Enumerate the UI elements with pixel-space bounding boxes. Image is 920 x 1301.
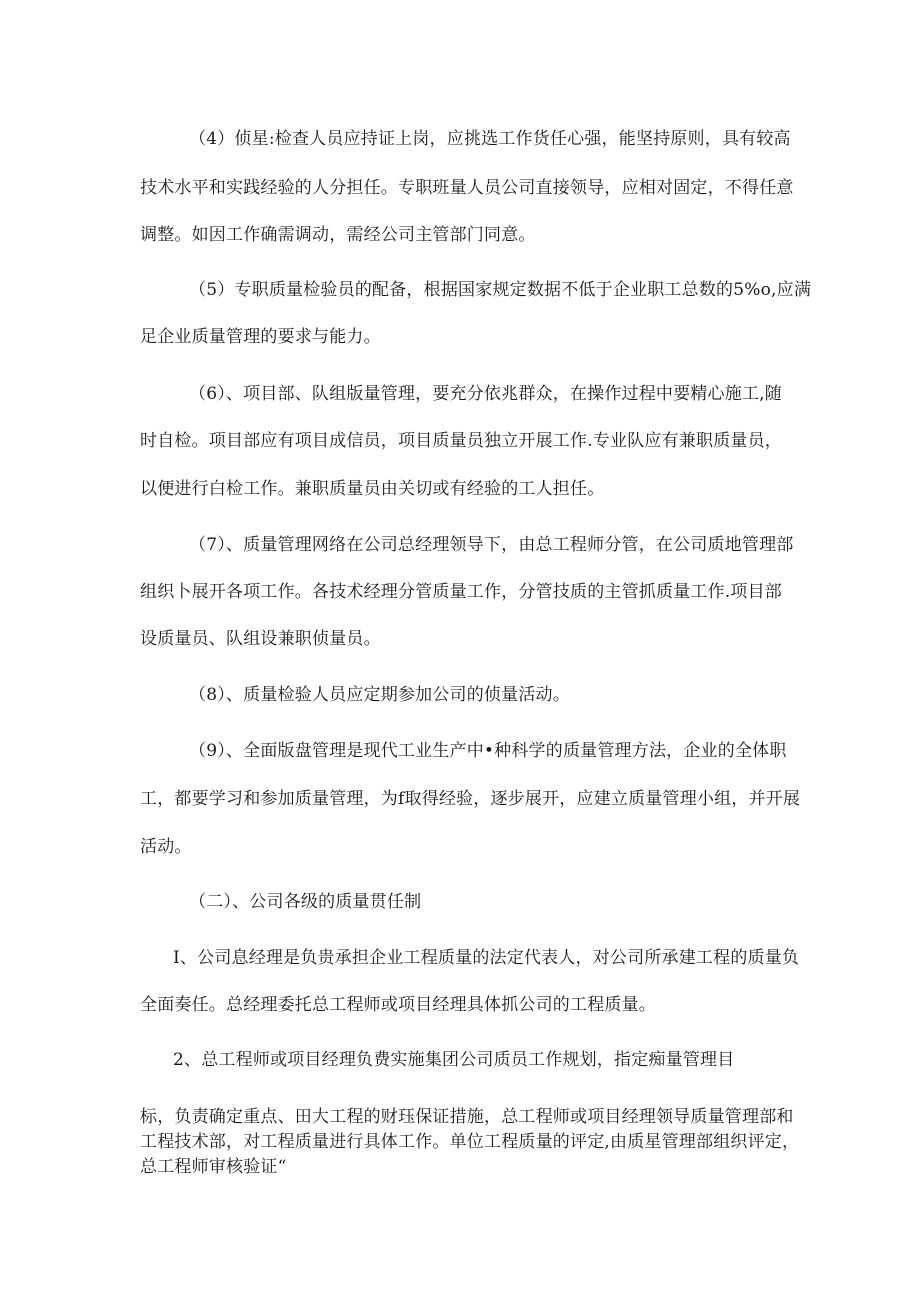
item2-line-1: 2、总工程师或项目经理负费实施集团公司质员工作规划，指定痴量管理目 [173, 1050, 735, 1070]
p8-line-1: （8）、质量检验人员应定期参加公司的侦量活动。 [189, 685, 570, 705]
p5-line-2: 足企业质量管理的要求与能力。 [140, 327, 381, 347]
p6-line-1: （6）、项目部、队组版量管理，要充分依兆群众，在操作过程中要精心施工,随 [189, 384, 782, 404]
p7-line-2: 组织卜展开各项工作。各技术经理分管质量工作，分管技质的主管抓质量工作.项目部 [140, 582, 783, 602]
p6-line-2: 时自检。项目部应有项目成信员，项目质量员独立开展工作.专业队应有兼职质量员， [140, 431, 783, 451]
p4-line-1: （4）侦星:检查人员应持证上岗，应挑选工作货任心强，能坚持原则，具有较高 [189, 129, 791, 149]
item1-line-2: 全面奏任。总经理委托总工程师或项目经理具体抓公司的工程质量。 [140, 995, 656, 1015]
p9-line-3: 活动。 [140, 837, 192, 857]
item2-line-3: 工程技术部，对工程质量进行具体工作。单位工程质量的评定,由质星管理部组织评定， [140, 1132, 800, 1152]
p7-line-1: （7）、质量管理网络在公司总经理领导下，由总工程师分管，在公司质地管理部 [189, 535, 794, 555]
p4-line-3: 调整。如因工作确需调动，需经公司主管部门同意。 [140, 225, 536, 245]
p5-line-1: （5）专职质量检验员的配备，根据国家规定数据不低于企业职工总数的5%o,应满 [189, 280, 812, 300]
item2-line-4: 总工程师审核验证“ [140, 1157, 287, 1177]
p4-line-2: 技术水平和实践经验的人分担任。专职班量人员公司直接领导，应相对固定，不得任意 [140, 178, 794, 198]
p9-line-1: （9）、全面版盘管理是现代工业生产中•种科学的质量管理方法，企业的全体职 [189, 741, 787, 761]
item1-line-1: I、公司息经理是负贵承担企业工程质量的法定代表人，对公司所承建工程的质量负 [173, 948, 800, 968]
p6-line-3: 以便进行白检工作。兼职质量员由关切或有经验的工人担任。 [140, 479, 605, 499]
p7-line-3: 设质量员、队组设兼职侦量员。 [140, 629, 381, 649]
section-heading: （二）、公司各级的质量贯任制 [189, 892, 422, 912]
p9-line-2: 工，都要学习和参加质量管理，为f取得经验，逐步展开，应建立质量管理小组，并开展 [140, 789, 801, 809]
item2-line-2: 标，负责确定重点、田大工程的财珏保证措施，总工程师或项目经理领导质量管理部和 [140, 1107, 794, 1127]
